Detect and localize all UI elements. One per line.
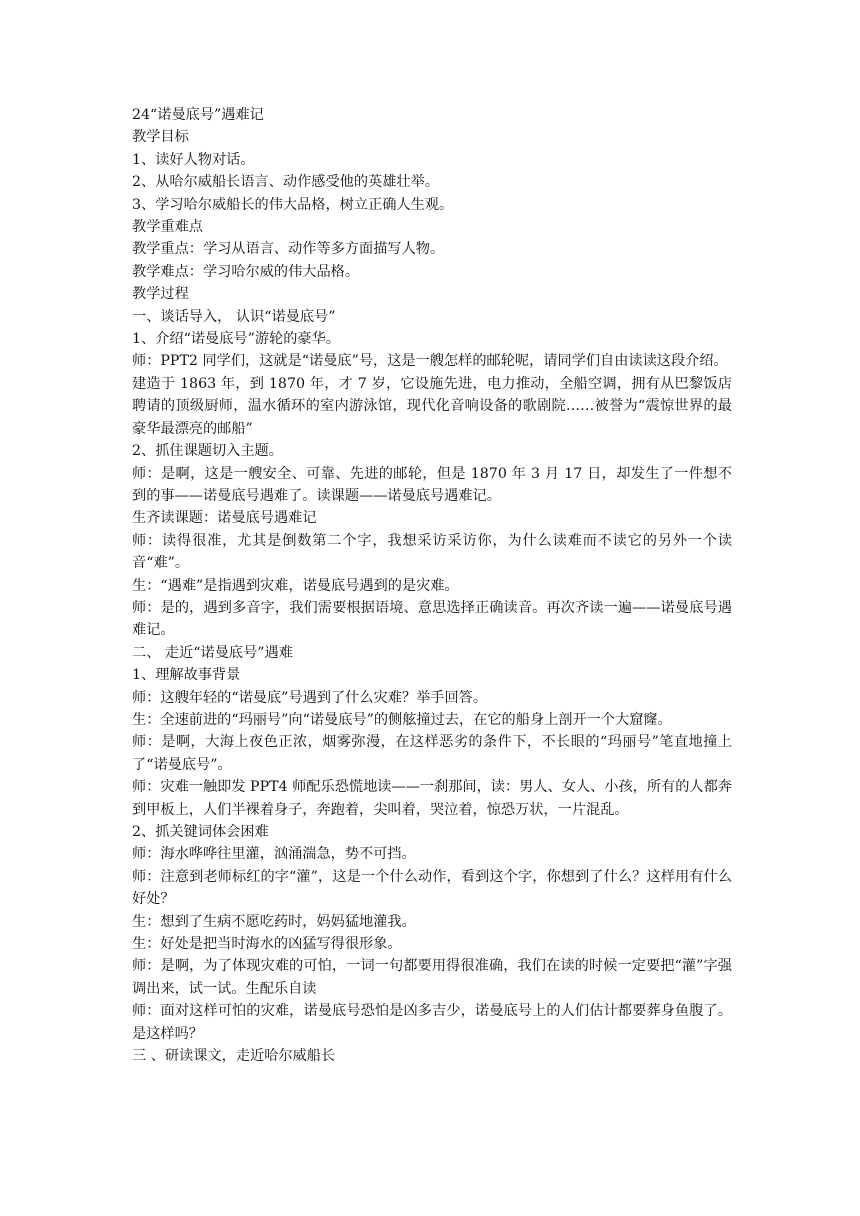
paragraph: 生齐读课题：诺曼底号遇难记 bbox=[132, 510, 317, 527]
paragraph: 师：是啊，大海上夜色正浓，烟雾弥漫，在这样恶劣的条件下，不长眼的“玛丽号”笔直地撞上了“诺曼底号”。 bbox=[132, 734, 732, 773]
paragraph: 三 、研读课文，走近哈尔威船长 bbox=[132, 1048, 336, 1065]
paragraph: 二、 走近“诺曼底号”遇难 bbox=[132, 644, 293, 661]
paragraph: 师：海水哗哗往里灌，汹涌湍急，势不可挡。 bbox=[132, 846, 416, 863]
paragraph: 生：想到了生病不愿吃药时，妈妈猛地灌我。 bbox=[132, 913, 416, 930]
section-heading: 教学重难点 bbox=[132, 219, 203, 236]
section-heading: 教学过程 bbox=[132, 286, 189, 303]
paragraph: 1、介绍“诺曼底号”游轮的豪华。 bbox=[132, 331, 340, 348]
paragraph: 生：“遇难”是指遇到灾难，诺曼底号遇到的是灾难。 bbox=[132, 577, 459, 594]
paragraph: 师：是的，遇到多音字，我们需要根据语境、意思选择正确读音。再次齐读一遍——诺曼底号遇难记。 bbox=[132, 599, 732, 639]
paragraph: 师：这艘年轻的“诺曼底”号遇到了什么灾难？举手回答。 bbox=[132, 689, 488, 706]
paragraph: 2、抓关键词体会困难 bbox=[132, 824, 269, 840]
paragraph: 教学重点：学习从语言、动作等多方面描写人物。 bbox=[132, 241, 445, 258]
document-title: 24“诺曼底号”遇难记 bbox=[132, 107, 264, 123]
paragraph: 生：全速前进的“玛丽号”向“诺曼底号”的侧舷撞过去，在它的船身上剖开一个大窟窿。 bbox=[132, 711, 672, 728]
paragraph: 师：灾难一触即发 PPT4 师配乐恐慌地读——一刹那间，读：男人、女人、小孩，所有的人都奔到甲板上，人们半裸着身子，奔跑着，尖叫着，哭泣着，惊恐万状，一片混乱。 bbox=[132, 779, 732, 818]
paragraph: 教学难点：学习哈尔威的伟大品格。 bbox=[132, 263, 360, 280]
document-body bbox=[132, 104, 732, 1067]
paragraph: 师：注意到老师标红的字“灌”，这是一个什么动作，看到这个字，你想到了什么？这样用有什么好处？ bbox=[132, 868, 732, 908]
section-heading: 教学目标 bbox=[132, 129, 189, 146]
paragraph: 1、理解故事背景 bbox=[132, 667, 241, 684]
paragraph: 师：是啊，这是一艘安全、可靠、先进的邮轮，但是 1870 年 3 月 17 日，却发生了一件想不到的事——诺曼底号遇难了。读课题——诺曼底号遇难记。 bbox=[132, 465, 732, 504]
paragraph: 师：面对这样可怕的灾难，诺曼底号恐怕是凶多吉少，诺曼底号上的人们估计都要葬身鱼腹了。是这样吗？ bbox=[132, 1003, 732, 1042]
paragraph: 一、谈话导入， 认识“诺曼底号” bbox=[132, 308, 336, 325]
paragraph: 建造于 1863 年，到 1870 年，才 7 岁，它设施先进，电力推动，全船空调，拥有从巴黎饭店聘请的顶级厨师，温水循环的室内游泳馆，现代化音响设备的歌剧院……被誉为“震惊世界的最豪华最漂亮的邮船” bbox=[132, 375, 732, 437]
paragraph: 师：读得很准，尤其是倒数第二个字，我想采访采访你，为什么读难而不读它的另外一个读音“难”。 bbox=[132, 532, 732, 572]
paragraph: 3、学习哈尔威船长的伟大品格，树立正确人生观。 bbox=[132, 196, 454, 213]
paragraph: 2、抓住课题切入主题。 bbox=[132, 443, 283, 460]
paragraph: 2、从哈尔威船长语言、动作感受他的英雄壮举。 bbox=[132, 174, 439, 191]
paragraph: 1、读好人物对话。 bbox=[132, 151, 255, 168]
paragraph: 师：PPT2 同学们，这就是“诺曼底”号，这是一艘怎样的邮轮呢，请同学们自由读读这段介绍。 bbox=[132, 353, 728, 370]
paragraph: 师：是啊，为了体现灾难的可怕，一词一句都要用得很准确，我们在读的时候一定要把“灌”字强调出来，试一试。生配乐自读 bbox=[132, 958, 732, 997]
paragraph: 生：好处是把当时海水的凶猛写得很形象。 bbox=[132, 936, 402, 953]
